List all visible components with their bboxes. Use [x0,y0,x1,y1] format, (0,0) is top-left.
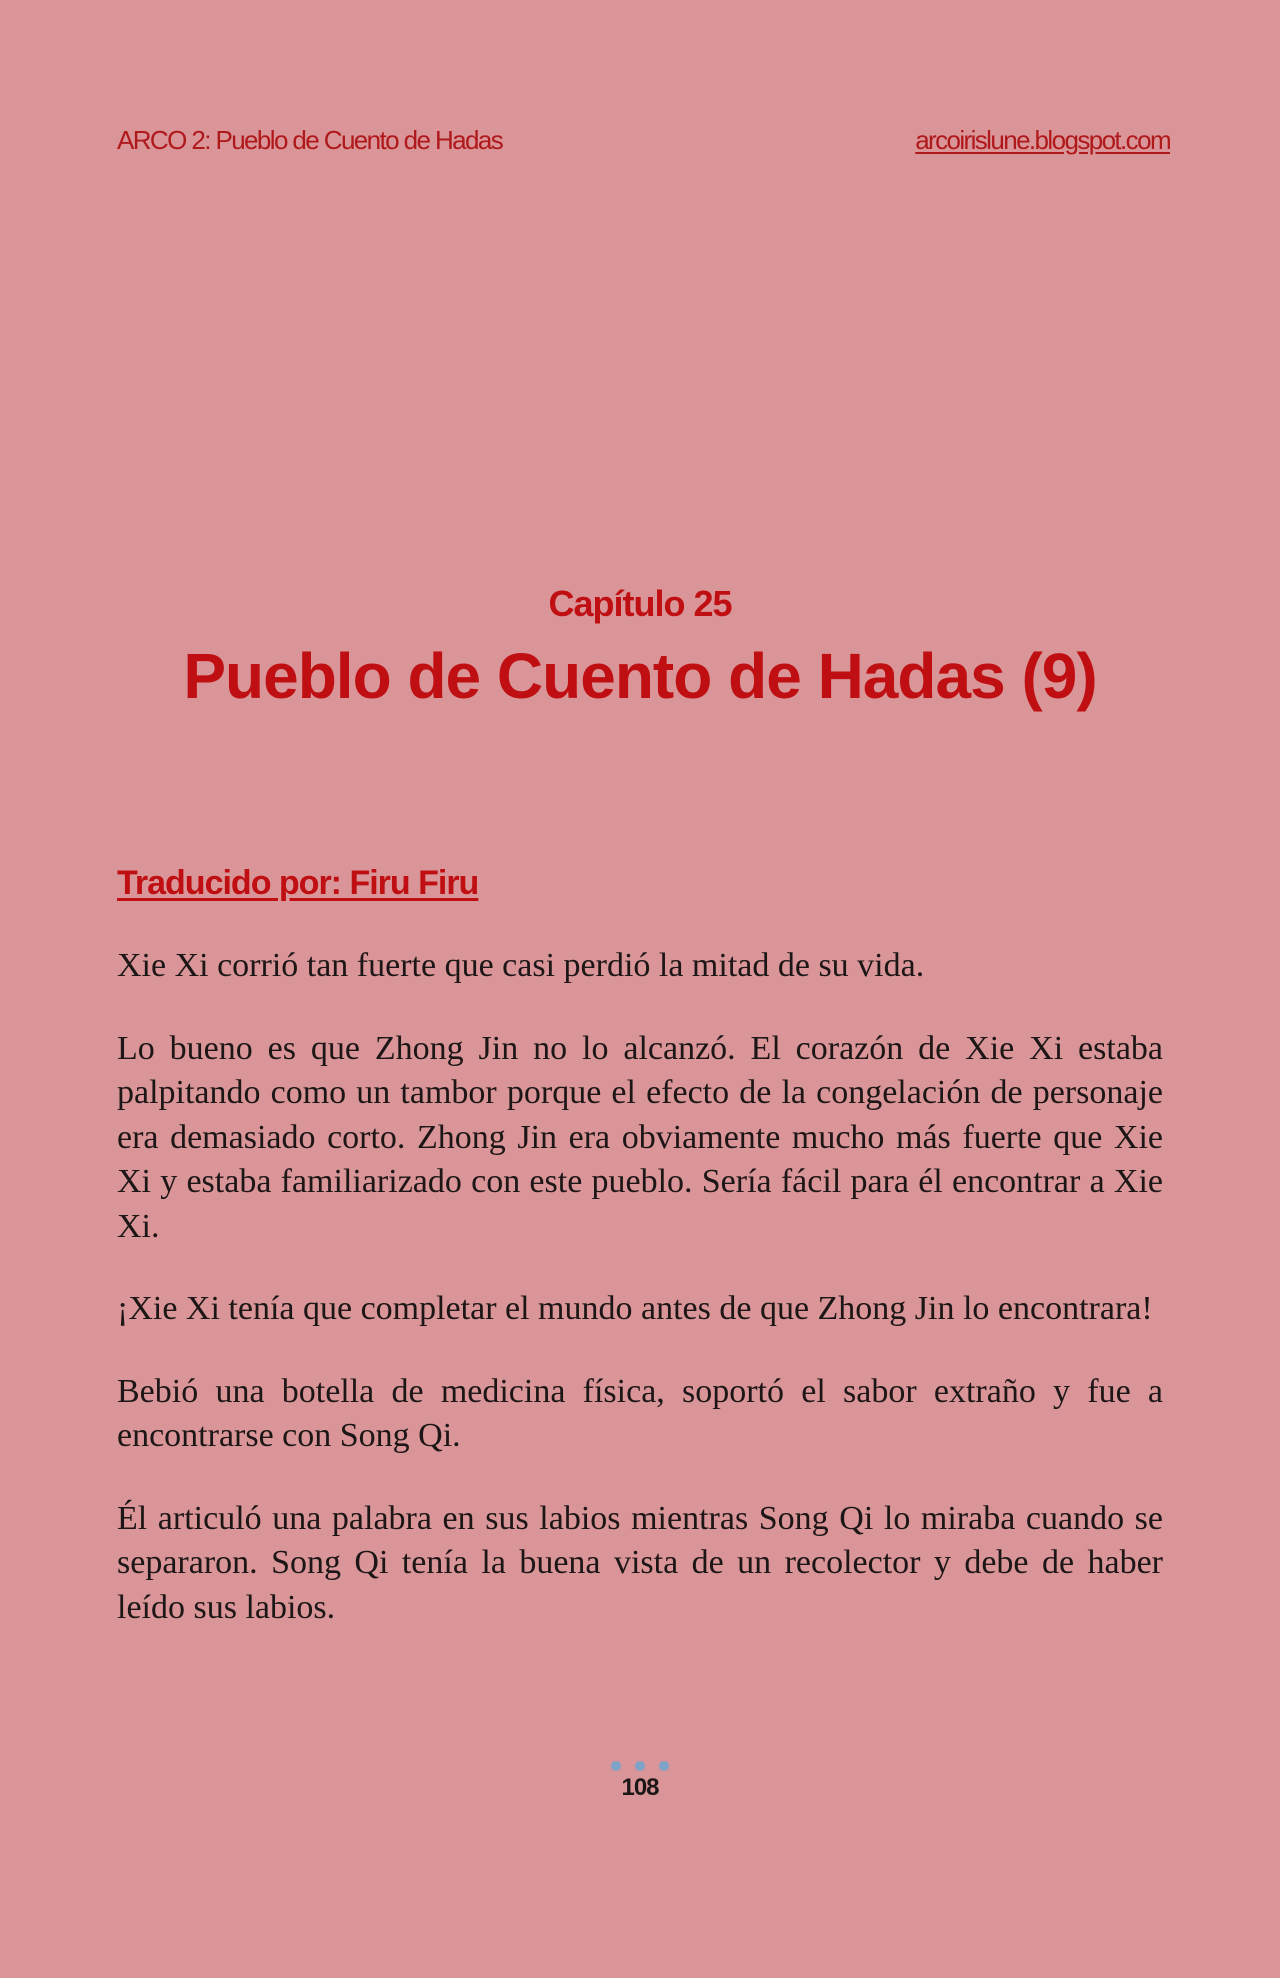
header-arc-title: ARCO 2: Pueblo de Cuento de Hadas [117,124,503,155]
dot-icon [635,1761,645,1771]
header-site-link[interactable]: arcoirislune.blogspot.com [915,124,1170,155]
paragraph: ¡Xie Xi tenía que completar el mundo antes de que Zhong Jin lo encontrara! [117,1290,1153,1327]
running-header [117,120,1170,160]
paragraph: Lo bueno es que Zhong Jin no lo alcanzó. El corazón de Xie Xi estaba palpitando como un tambor porque el efecto de la congelación de personaje era demasiado corto. Zhong Jin era obviamente mucho más fuerte que Xie Xi y estaba familiarizado con este pueblo. Sería fácil para él encontrar a Xie Xi. [117,1029,1163,1245]
ornament-dots [0,1760,1280,1772]
chapter-number: Capítulo 25 [548,583,732,624]
chapter-heading [0,580,1280,716]
paragraph: Bebió una botella de medicina física, soportó el sabor extraño y fue a encontrarse con Song Qi. [117,1372,1163,1454]
page-number: 108 [621,1774,659,1801]
dot-icon [611,1761,621,1771]
paragraph: Xie Xi corrió tan fuerte que casi perdió la mitad de su vida. [117,947,925,984]
translator-credit: Traducido por: Firu Firu [117,864,479,902]
dot-icon [659,1761,669,1771]
paragraph: Él articuló una palabra en sus labios mientras Song Qi lo miraba cuando se separaron. Song Qi tenía la buena vista de un recolector y debe de haber leído sus labios. [117,1499,1163,1626]
chapter-title: Pueblo de Cuento de Hadas (9) [183,640,1097,712]
chapter-body [117,860,1163,1668]
page-footer [0,1760,1280,1802]
